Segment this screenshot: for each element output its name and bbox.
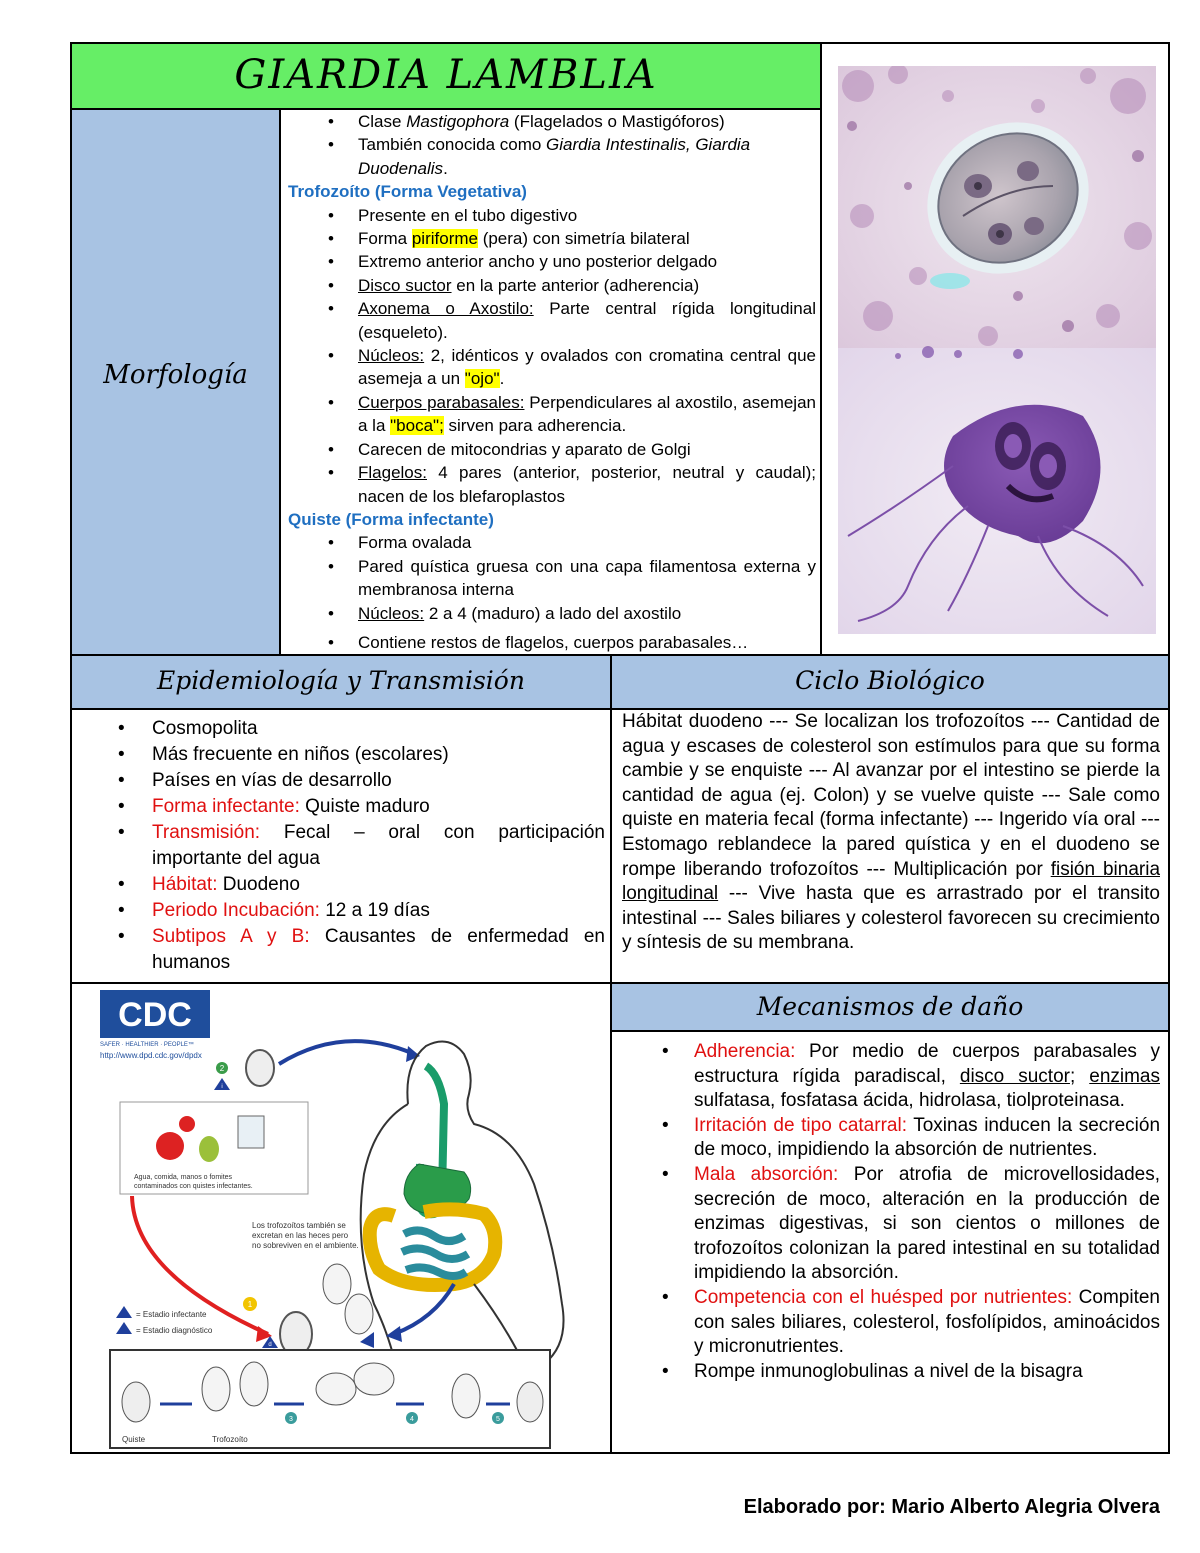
life-cycle-diagram [74,984,608,1452]
list-item: • Transmisión: Fecal – oral con participación importante del agua [80,820,605,872]
grid-line [820,42,822,656]
stage-3-number: 3 [289,1416,293,1423]
list-item: • Axonema o Axostilo: Parte central rígida longitudinal (esqueleto). [286,297,816,344]
strawberry-icon [179,1116,195,1132]
legend-infective-icon [116,1306,132,1318]
trophozoite-note-2: excretan en las heces pero [252,1231,349,1240]
list-item: • Disco suctor en la parte anterior (adherencia) [286,274,816,297]
cdc-url: http://www.dpd.cdc.gov/dpdx [100,1051,202,1060]
glass-icon [238,1116,264,1148]
list-item: • Países en vías de desarrollo [80,768,605,794]
diagnostic-triangle-b [360,1332,374,1348]
list-item: • Rompe inmunoglobulinas a nivel de la bisagra [624,1360,1160,1385]
micrograph-svg [838,66,1156,634]
strip-dividing-1 [316,1373,356,1405]
contamination-caption-2: contaminados con quistes infectantes. [134,1183,253,1190]
list-item: • Carecen de mitocondrias y aparato de Golgi [286,438,816,461]
list-item: • Forma piriforme (pera) con simetría bilateral [286,227,816,250]
mecanismos-content [624,1040,1160,1450]
list-item: • Presente en el tubo digestivo [286,204,816,227]
list-item: • Adherencia: Por medio de cuerpos parabasales y estructura rígida paradiscal, disco suctor; enzimas sulfatasa, fosfatasa ácida, hidrolasa, tiolproteinasa. [624,1040,1160,1114]
trophozoite-a [323,1264,351,1304]
list-item: • Pared quística gruesa con una capa filamentosa externa y membranosa interna [286,555,816,602]
ciclo-heading: Ciclo Biológico [795,666,985,695]
strip-trophozoite-3 [452,1374,480,1418]
morfologia-label: Morfología [103,360,248,390]
strip-dividing-2 [354,1363,394,1395]
stage-4-number: 4 [410,1416,414,1423]
trophozoite-note-1: Los trofozoítos también se [252,1221,346,1230]
stage-2-number: 2 [219,1064,225,1073]
ciclo-content: Hábitat duodeno --- Se localizan los trofozoítos --- Cantidad de agua y escases de colesterol son estímulos para que su forma cambie y se enquiste --- Al avanzar por el intestino se pierde la cantidad de agua (ej. Colon) y se vuelve quiste --- Sale como quiste en materia fecal (forma infectante) --- Ingerido vía oral --- Estomago reblandece la pared quística y en el duodeno se rompe liberando trofozoítos --- Multiplicación por fisión binaria longitudinal --- Vive hasta que es arrastrado por el transito intestinal --- Sales biliares y colesterol favorecen su crecimiento y síntesis de su membrana. [622,711,1160,954]
list-item: • Subtipos A y B: Causantes de enfermedad en humanos [80,924,605,976]
morfologia-label-cell [72,110,279,654]
cdc-logo-subtitle: SAFER · HEALTHIER · PEOPLE™ [100,1042,194,1048]
small-intestine [402,1230,468,1276]
list-item: • Extremo anterior ancho y uno posterior delgado [286,250,816,273]
list-item: • Irritación de tipo catarral: Toxinas inducen la secreción de moco, impidiendo la absorción de nutrientes. [624,1114,1160,1163]
list-item: • Mala absorción: Por atrofia de microvellosidades, secreción de moco, alteración en la producción de enzimas digestivas, si son cientos o millones de trofozoítos colonizan la pared intestinal en su totalidad impidiendo la absorción. [624,1163,1160,1286]
epidemiologia-heading-cell [72,656,610,708]
title-cell [72,44,820,108]
diagnostic-triangle-letter: d [268,1342,272,1348]
list-item: • Flagelos: 4 pares (anterior, posterior, neutral y caudal); nacen de los blefaroplastos [286,461,816,508]
grid-line [279,108,281,656]
stage-5-number: 5 [496,1416,500,1423]
morfologia-content [286,110,816,654]
list-item: • Competencia con el huésped por nutrientes: Compiten con sales biliares, colesterol, fosfolípidos, aminoácidos y micronutrientes. [624,1286,1160,1360]
strip-trophozoite-2 [240,1362,268,1406]
legend-diagnostic: = Estadio diagnóstico [136,1326,213,1335]
trophozoite-note-3: no sobreviven en el ambiente. [252,1241,359,1250]
strip-trophozoite-label: Trofozoíto [212,1435,248,1444]
list-item: • Núcleos: 2 a 4 (maduro) a lado del axostilo [286,602,816,625]
list-item: • Clase Mastigophora (Flagelados o Mastigóforos) [286,110,816,133]
legend-diagnostic-icon [116,1322,132,1334]
strip-cyst [122,1382,150,1422]
stage-1-number: 1 [247,1300,253,1309]
author-credit: Elaborado por: Mario Alberto Alegria Olvera [743,1496,1160,1518]
list-item: • Forma ovalada [286,531,816,554]
trofozoito-heading: Trofozoíto (Forma Vegetativa) [288,182,527,202]
quiste-heading: Quiste (Forma infectante) [288,509,494,529]
list-item: • Periodo Incubación: 12 a 19 días [80,898,605,924]
arrow-to-mouth [279,1041,414,1064]
infective-triangle-letter: i [221,1084,223,1090]
pear-icon [199,1136,219,1162]
diagram-svg [74,984,608,1452]
strip-trophozoite-1 [202,1367,230,1411]
page-title: GIARDIA LAMBLIA [234,52,658,98]
legend-infective: = Estadio infectante [136,1310,207,1319]
grid-line [610,1030,1170,1032]
list-item: • Forma infectante: Quiste maduro [80,794,605,820]
list-item: • Cuerpos parabasales: Perpendiculares al axostilo, asemejan a la "boca"; sirven para adherencia. [286,391,816,438]
contamination-caption-1: Agua, comida, manos o fomites [134,1174,233,1181]
ciclo-heading-cell [612,656,1168,708]
cyst-top [246,1050,274,1086]
cdc-logo-text: CDC [118,996,192,1034]
list-item: • Más frecuente en niños (escolares) [80,742,605,768]
mecanismos-heading: Mecanismos de daño [756,992,1024,1021]
list-item: • Cosmopolita [80,716,605,742]
strip-cyst-label: Quiste [122,1435,146,1444]
mecanismos-heading-cell [612,984,1168,1030]
trophozoite-b [345,1294,373,1334]
grid-line [610,654,612,1454]
epidemiologia-content [80,716,605,976]
micrograph-images [838,66,1156,634]
strip-cyst-final [517,1382,543,1422]
epidemiologia-heading: Epidemiología y Transmisión [157,666,525,695]
list-item: • Hábitat: Duodeno [80,872,605,898]
list-item: • También conocida como Giardia Intestinalis, Giardia Duodenalis. [286,133,816,180]
list-item: • Núcleos: 2, idénticos y ovalados con cromatina central que asemeja a un "ojo". [286,344,816,391]
apple-icon [156,1132,184,1160]
list-item: • Contiene restos de flagelos, cuerpos parabasales… [286,631,816,654]
